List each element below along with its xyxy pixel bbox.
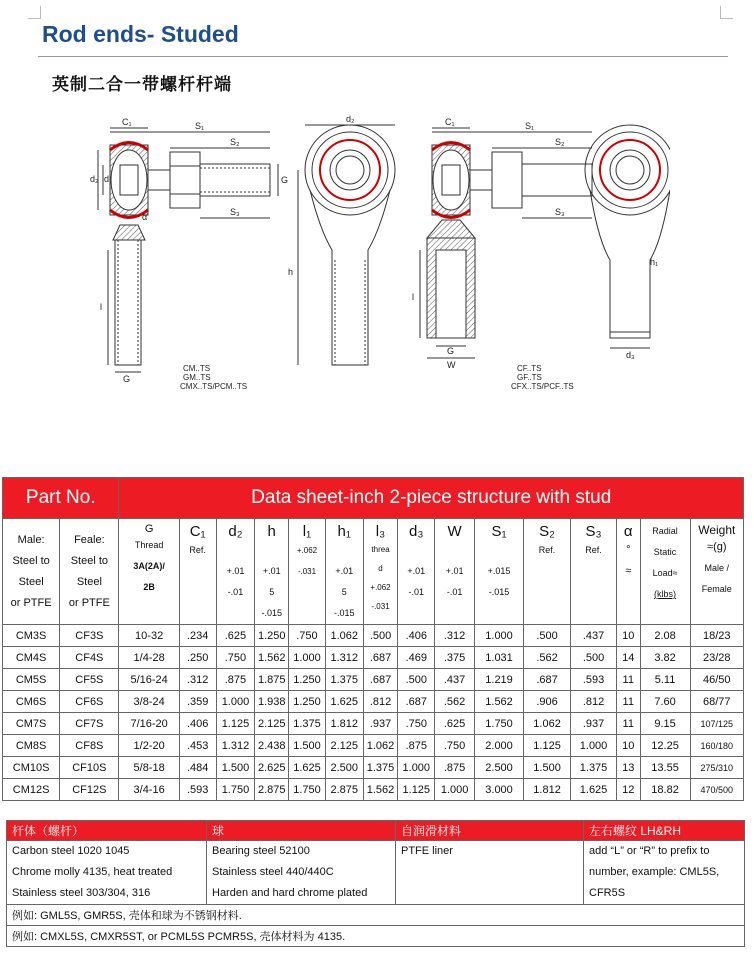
dim-label: α	[142, 212, 148, 222]
table-cell: CF3S	[60, 625, 119, 647]
table-cell: 1.625	[289, 757, 326, 779]
col-c1	[179, 519, 216, 625]
table-cell: .875	[216, 669, 255, 691]
table-cell: 1.312	[325, 647, 363, 669]
header-line: +.01	[445, 566, 464, 576]
header-line: +.01	[262, 566, 281, 576]
header-line: ≈	[625, 565, 632, 577]
table-cell: 1.000	[475, 625, 524, 647]
table-cell: 2.125	[325, 735, 363, 757]
header-symbol: C₁	[189, 523, 206, 540]
table-cell: 1.812	[524, 779, 571, 801]
header-symbol: G	[144, 523, 154, 535]
header-line: Male:	[17, 533, 45, 546]
col-w	[435, 519, 475, 625]
header-line: 3A(2A)/	[133, 561, 165, 571]
table-cell: .500	[363, 625, 398, 647]
table-cell: .687	[398, 691, 435, 713]
material-thread-cell	[584, 841, 745, 905]
table-cell: CF12S	[60, 779, 119, 801]
header-line: Steel to	[70, 554, 108, 567]
table-cell: 3/8-24	[119, 691, 179, 713]
female-side-view	[420, 128, 592, 358]
model-code: CM..TS	[183, 364, 211, 373]
table-cell: 1.000	[435, 779, 475, 801]
table-cell: 2.125	[255, 713, 289, 735]
header-symbol: d₃	[409, 523, 424, 540]
table-cell: 1.500	[289, 735, 326, 757]
header-line: ≈(g)	[707, 541, 727, 553]
table-cell: 2.500	[325, 757, 363, 779]
table-cell: .562	[524, 647, 571, 669]
table-cell: .812	[363, 691, 398, 713]
header-symbol: d₂	[228, 523, 243, 540]
page-subtitle: 英制二合一带螺杆杆端	[52, 75, 232, 95]
header-line: Steel	[76, 575, 102, 588]
table-cell: 1.125	[524, 735, 571, 757]
material-line: Harden and hard chrome plated	[212, 887, 368, 899]
table-cell: CM8S	[3, 735, 60, 757]
dim-label: h	[288, 267, 294, 277]
table-cell: 9.15	[640, 713, 690, 735]
header-line: Female	[701, 584, 732, 594]
col-male	[3, 519, 60, 625]
table-cell: .500	[571, 647, 617, 669]
header-line: Ref.	[538, 545, 556, 555]
header-line: d	[378, 564, 383, 573]
table-cell: 1.125	[216, 713, 255, 735]
col-h1	[325, 519, 363, 625]
header-line: threa	[371, 545, 390, 554]
table-cell: 1.375	[289, 713, 326, 735]
table-cell: .312	[435, 625, 475, 647]
material-line: Stainless steel 440/440C	[212, 866, 334, 878]
header-line: (klbs)	[654, 589, 677, 599]
data-sheet-table	[2, 477, 744, 801]
table-cell: 1.562	[363, 779, 398, 801]
material-line: Carbon steel 1020 1045	[12, 845, 130, 857]
header-symbol: α	[623, 523, 633, 540]
header-line: Static	[653, 547, 677, 557]
table-cell: 18.82	[640, 779, 690, 801]
header-line: -.015	[488, 587, 510, 597]
model-codes-left	[180, 364, 248, 391]
header-line: Load≈	[652, 568, 678, 578]
table-cell: .750	[435, 735, 475, 757]
model-code: CMX..TS/PCM..TS	[180, 382, 248, 391]
header-line: +.01	[407, 566, 426, 576]
table-cell: .875	[398, 735, 435, 757]
header-symbol: Weight	[698, 523, 736, 537]
table-cell: 1.000	[571, 735, 617, 757]
table-cell: 2.000	[475, 735, 524, 757]
table-cell: 1.062	[363, 735, 398, 757]
table-cell: 1.750	[216, 779, 255, 801]
part-no-header: Part No.	[3, 478, 119, 519]
materials-table	[6, 820, 745, 947]
table-cell: .593	[571, 669, 617, 691]
table-row	[3, 779, 744, 801]
table-cell: 1.625	[325, 691, 363, 713]
table-cell: 5.11	[640, 669, 690, 691]
table-cell: CM7S	[3, 713, 60, 735]
table-cell: .625	[435, 713, 475, 735]
page-title: Rod ends- Studed	[42, 21, 239, 47]
col-radial-load	[640, 519, 690, 625]
dim-label: S₂	[230, 137, 240, 147]
dim-label: S₃	[555, 207, 565, 217]
table-cell: 10-32	[119, 625, 179, 647]
table-cell: 2.875	[325, 779, 363, 801]
col-l3	[363, 519, 398, 625]
dim-label: C₁	[122, 117, 132, 127]
dim-label: C₁	[445, 117, 455, 127]
table-cell: 2.438	[255, 735, 289, 757]
table-cell: .750	[289, 625, 326, 647]
table-cell: .750	[398, 713, 435, 735]
corner-mark	[28, 6, 41, 19]
material-header-ball: 球	[207, 821, 396, 841]
material-line: CFR5S	[589, 887, 626, 899]
material-body-cell	[7, 841, 207, 905]
table-cell: CF8S	[60, 735, 119, 757]
header-line: +.01	[226, 566, 245, 576]
table-row	[3, 625, 744, 647]
model-code: CF..TS	[517, 364, 542, 373]
table-cell: CM12S	[3, 779, 60, 801]
table-cell: 68/77	[690, 691, 743, 713]
table-cell: 2.875	[255, 779, 289, 801]
header-symbol: h	[267, 523, 276, 540]
col-female	[60, 519, 119, 625]
col-d2	[216, 519, 255, 625]
dim-label: G	[281, 175, 289, 185]
table-cell: CM5S	[3, 669, 60, 691]
table-cell: .250	[179, 647, 216, 669]
header-line: Radial	[652, 526, 678, 536]
table-cell: 3/4-16	[119, 779, 179, 801]
material-line: add “L” or “R” to prefix to	[589, 845, 710, 857]
header-line: Ref.	[585, 545, 602, 555]
table-cell: 46/50	[690, 669, 743, 691]
table-cell: .687	[524, 669, 571, 691]
table-cell: 1.500	[216, 757, 255, 779]
material-note: 例如: CMXL5S, CMXR5ST, or PCML5S PCMR5S, 壳体材料为 4135.	[7, 926, 745, 947]
table-cell: .406	[179, 713, 216, 735]
male-side-view	[98, 128, 278, 372]
model-code: GF..TS	[517, 373, 542, 382]
material-line: Bearing steel 52100	[212, 845, 310, 857]
header-line: -.01	[227, 587, 244, 597]
table-cell: .375	[435, 647, 475, 669]
header-line: Ref.	[189, 545, 206, 555]
table-cell: 1.812	[325, 713, 363, 735]
table-cell: CM3S	[3, 625, 60, 647]
model-code: CFX..TS/PCF..TS	[511, 382, 574, 391]
table-cell: 1.562	[475, 691, 524, 713]
table-row	[3, 691, 744, 713]
header-line: -.031	[297, 567, 317, 576]
table-cell: 1.750	[475, 713, 524, 735]
table-cell: 1.625	[571, 779, 617, 801]
dim-label: S₁	[195, 121, 205, 131]
corner-mark	[720, 6, 733, 19]
table-cell: .437	[571, 625, 617, 647]
table-cell: 107/125	[690, 713, 743, 735]
table-cell: 7/16-20	[119, 713, 179, 735]
table-cell: 11	[617, 713, 641, 735]
header-line: Steel to	[12, 554, 50, 567]
table-cell: 470/500	[690, 779, 743, 801]
header-line: -.015	[334, 608, 355, 618]
header-line: -.031	[371, 602, 390, 611]
material-header-thread: 左右螺纹 LH&RH	[584, 821, 745, 841]
table-cell: 1.062	[325, 625, 363, 647]
header-symbol: l₃	[375, 523, 386, 540]
table-cell: .437	[435, 669, 475, 691]
header-line: -.01	[446, 587, 463, 597]
table-cell: 5/16-24	[119, 669, 179, 691]
header-line: or PTFE	[10, 596, 52, 609]
table-cell: 160/180	[690, 735, 743, 757]
col-s3	[571, 519, 617, 625]
table-cell: 12	[617, 779, 641, 801]
table-cell: CF6S	[60, 691, 119, 713]
table-cell: 5/8-18	[119, 757, 179, 779]
header-line: Steel	[18, 575, 44, 588]
header-line: 2B	[143, 582, 155, 592]
table-cell: 1.312	[216, 735, 255, 757]
table-cell: 1.375	[571, 757, 617, 779]
table-cell: 1.500	[524, 757, 571, 779]
table-cell: .406	[398, 625, 435, 647]
table-cell: 1.250	[255, 625, 289, 647]
table-cell: .875	[435, 757, 475, 779]
table-cell: .593	[179, 779, 216, 801]
header-line: +.062	[296, 546, 318, 555]
header-symbol: h₁	[337, 523, 351, 540]
table-cell: 1.250	[289, 669, 326, 691]
table-cell: 18/23	[690, 625, 743, 647]
dim-label: d	[104, 174, 110, 184]
table-cell: 1.562	[255, 647, 289, 669]
table-cell: CF5S	[60, 669, 119, 691]
dim-label: d₃	[626, 350, 635, 360]
table-cell: 10	[617, 735, 641, 757]
header-line: 5	[269, 587, 275, 597]
male-front-view	[298, 125, 395, 365]
table-cell: 1/2-20	[119, 735, 179, 757]
table-cell: CM10S	[3, 757, 60, 779]
header-symbol: S₃	[585, 523, 602, 540]
table-cell: 1.125	[398, 779, 435, 801]
material-line: number, example: CML5S,	[589, 866, 720, 878]
table-cell: .484	[179, 757, 216, 779]
table-cell: 1.062	[524, 713, 571, 735]
table-cell: 1.000	[216, 691, 255, 713]
col-s2	[524, 519, 571, 625]
col-alpha	[617, 519, 641, 625]
table-cell: .687	[363, 669, 398, 691]
col-weight	[690, 519, 743, 625]
header-line: +.062	[370, 583, 391, 592]
col-s1	[475, 519, 524, 625]
technical-drawing	[70, 110, 670, 395]
table-cell: 275/310	[690, 757, 743, 779]
dim-label: h₁	[650, 257, 659, 267]
material-note: 例如: GML5S, GMR5S, 壳体和球为不锈钢材料.	[7, 905, 745, 926]
header-symbol: S₁	[491, 523, 507, 540]
model-codes-right	[511, 364, 574, 391]
table-row	[3, 713, 744, 735]
dim-label: W	[447, 360, 456, 370]
table-cell: .234	[179, 625, 216, 647]
table-cell: 23/28	[690, 647, 743, 669]
table-cell: 1/4-28	[119, 647, 179, 669]
model-code: GM..TS	[183, 373, 211, 382]
table-cell: .500	[398, 669, 435, 691]
table-cell: .687	[363, 647, 398, 669]
material-line: Stainless steel 303/304, 316	[12, 887, 151, 899]
table-cell: 1.000	[289, 647, 326, 669]
table-cell: .359	[179, 691, 216, 713]
table-cell: 13	[617, 757, 641, 779]
table-cell: 11	[617, 669, 641, 691]
table-cell: 1.031	[475, 647, 524, 669]
table-cell: 1.250	[289, 691, 326, 713]
table-row	[3, 669, 744, 691]
table-cell: 3.82	[640, 647, 690, 669]
table-cell: 14	[617, 647, 641, 669]
material-ball-cell	[207, 841, 396, 905]
header-symbol: W	[447, 523, 462, 540]
header-line: -.01	[408, 587, 425, 597]
dim-label: S₃	[230, 207, 240, 217]
table-cell: 1.375	[363, 757, 398, 779]
table-row	[3, 647, 744, 669]
col-g	[119, 519, 179, 625]
header-line: +.015	[487, 566, 511, 576]
material-line: PTFE liner	[401, 845, 453, 857]
title-divider	[38, 56, 728, 57]
table-cell: .312	[179, 669, 216, 691]
col-d3	[398, 519, 435, 625]
table-cell: 1.938	[255, 691, 289, 713]
dim-label: S₂	[555, 137, 565, 147]
table-row	[3, 757, 744, 779]
col-h	[255, 519, 289, 625]
table-cell: .625	[216, 625, 255, 647]
table-row	[3, 735, 744, 757]
table-cell: 2.625	[255, 757, 289, 779]
table-cell: .812	[571, 691, 617, 713]
dim-label: G	[123, 374, 131, 384]
header-line: Feale:	[74, 533, 105, 546]
table-cell: .469	[398, 647, 435, 669]
dim-label: l	[100, 302, 102, 312]
dim-label: l	[412, 292, 414, 302]
female-front-view	[585, 125, 670, 348]
table-cell: .750	[216, 647, 255, 669]
table-cell: 1.000	[398, 757, 435, 779]
table-cell: CF10S	[60, 757, 119, 779]
table-cell: 10	[617, 625, 641, 647]
dim-label: G	[447, 346, 455, 356]
material-header-body: 杆体（螺杆）	[7, 821, 207, 841]
table-cell: 1.750	[289, 779, 326, 801]
col-l1	[289, 519, 326, 625]
dim-label: d₂	[90, 174, 99, 184]
material-header-liner: 自润滑材料	[396, 821, 584, 841]
header-line: Male /	[704, 563, 730, 573]
header-line: +.01	[335, 566, 354, 576]
table-cell: 1.875	[255, 669, 289, 691]
header-line: Thread	[134, 540, 164, 550]
table-cell: .937	[571, 713, 617, 735]
table-cell: 1.375	[325, 669, 363, 691]
header-line: -.015	[261, 608, 282, 618]
material-line: Chrome molly 4135, heat treated	[12, 866, 173, 878]
header-line: 5	[341, 587, 347, 597]
table-cell: 7.60	[640, 691, 690, 713]
datasheet-header: Data sheet-inch 2-piece structure with stud	[119, 478, 744, 519]
dim-label: d₂	[346, 114, 355, 124]
table-cell: .562	[435, 691, 475, 713]
table-cell: CM4S	[3, 647, 60, 669]
table-cell: 1.219	[475, 669, 524, 691]
table-cell: 13.55	[640, 757, 690, 779]
table-cell: 12.25	[640, 735, 690, 757]
table-cell: 11	[617, 691, 641, 713]
table-cell: .453	[179, 735, 216, 757]
material-liner-cell	[396, 841, 584, 905]
dim-label: S₁	[525, 121, 535, 131]
table-cell: CF4S	[60, 647, 119, 669]
table-cell: CM6S	[3, 691, 60, 713]
header-symbol: l₁	[302, 523, 312, 540]
header-line: °	[626, 544, 631, 556]
header-symbol: S₂	[539, 523, 555, 540]
table-cell: 2.08	[640, 625, 690, 647]
table-cell: 3.000	[475, 779, 524, 801]
table-cell: .906	[524, 691, 571, 713]
table-cell: .937	[363, 713, 398, 735]
table-cell: .500	[524, 625, 571, 647]
table-cell: CF7S	[60, 713, 119, 735]
table-cell: 2.500	[475, 757, 524, 779]
header-line: or PTFE	[68, 596, 110, 609]
